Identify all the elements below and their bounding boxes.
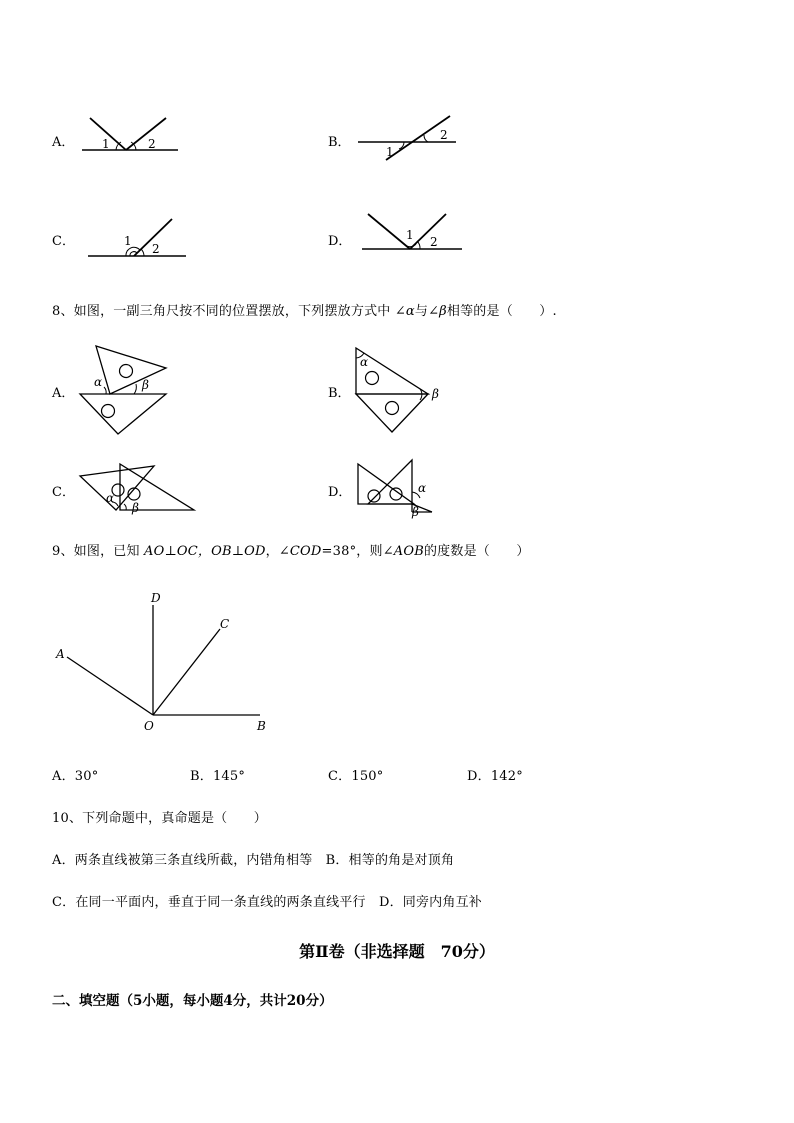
- q7-option-d-label[interactable]: D．: [328, 234, 352, 249]
- q9-option-a[interactable]: A．30°: [52, 769, 99, 784]
- q9-target-angle: ∠AOB: [382, 544, 424, 559]
- q8-beta-expr: ∠β: [428, 304, 447, 319]
- q10-stem: 10、下列命题中，真命题是（ ）: [52, 811, 267, 826]
- q8-figure-d: [352, 458, 452, 518]
- q9-stem-sep: ，: [265, 544, 279, 559]
- q8-d-beta: β: [412, 505, 419, 519]
- q8-a-beta: β: [142, 378, 149, 392]
- q8-alpha-expr: ∠α: [394, 304, 415, 319]
- q7-c-angle1: 1: [124, 234, 132, 248]
- q9-point-o: O: [144, 719, 154, 733]
- q8-option-d-label[interactable]: D．: [328, 485, 352, 500]
- q9-point-c: C: [220, 617, 230, 631]
- q9-condition-angle-value: =38°，则: [321, 544, 383, 559]
- q8-stem-prefix: 8、如图，一副三角尺按不同的位置摆放，下列摆放方式中: [52, 304, 395, 319]
- q8-figure-c: [78, 462, 202, 518]
- q9-condition-angle: ∠COD: [278, 544, 322, 559]
- q7-option-c-label[interactable]: C．: [52, 234, 75, 249]
- q9-stem-suffix: 的度数是（ ）: [423, 544, 530, 559]
- q7-c-angle2: 2: [152, 242, 160, 256]
- q8-figure-b: [352, 346, 452, 438]
- q8-b-beta: β: [432, 387, 439, 401]
- q8-c-beta: β: [132, 501, 139, 515]
- q8-d-alpha: α: [418, 481, 427, 495]
- q7-figure-b: [356, 112, 466, 164]
- q9-condition-perpendicular: AO⊥OC，OB⊥OD: [144, 544, 266, 559]
- q7-a-angle2: 2: [148, 137, 156, 151]
- q8-stem-suffix: 相等的是（ ）.: [446, 304, 557, 319]
- q9-figure: [50, 585, 280, 740]
- q8-b-alpha: α: [360, 355, 369, 369]
- q8-option-b-label[interactable]: B．: [328, 386, 351, 401]
- q7-option-b-label[interactable]: B．: [328, 135, 351, 150]
- q9-option-d[interactable]: D．142°: [467, 769, 523, 784]
- q7-figure-a: [80, 112, 190, 160]
- q7-b-angle2: 2: [440, 128, 448, 142]
- q9-option-b[interactable]: B．145°: [190, 769, 246, 784]
- q9-option-c[interactable]: C．150°: [328, 769, 384, 784]
- q10-options-cd[interactable]: C．在同一平面内，垂直于同一条直线的两条直线平行 D．同旁内角互补: [52, 895, 482, 910]
- q10-options-ab[interactable]: A．两条直线被第三条直线所截，内错角相等 B．相等的角是对顶角: [52, 853, 455, 868]
- q9-stem-prefix: 9、如图，已知: [52, 544, 145, 559]
- q9-point-a: A: [56, 647, 65, 661]
- q7-d-angle1: 1: [406, 228, 414, 242]
- q9-point-b: B: [257, 719, 266, 733]
- part2-title: 第Ⅱ卷（非选择题 70分）: [299, 942, 495, 961]
- q8-figure-a: [78, 344, 178, 438]
- q8-stem: [52, 300, 557, 319]
- q7-b-angle1: 1: [386, 145, 394, 159]
- q9-stem: [52, 540, 530, 559]
- q8-option-a-label[interactable]: A．: [52, 386, 75, 401]
- q8-a-alpha: α: [94, 375, 103, 389]
- q8-c-alpha: α: [106, 491, 115, 505]
- q7-figure-c: [86, 215, 196, 263]
- q8-stem-mid: 与: [414, 304, 429, 319]
- q7-d-angle2: 2: [430, 235, 438, 249]
- q7-option-a-label[interactable]: A．: [52, 135, 75, 150]
- q7-figure-d: [360, 210, 470, 258]
- q8-option-c-label[interactable]: C．: [52, 485, 75, 500]
- section-fill-in-title: 二、填空题（5小题，每小题4分，共计20分）: [52, 993, 333, 1009]
- q9-point-d: D: [151, 591, 161, 605]
- q7-a-angle1: 1: [102, 137, 110, 151]
